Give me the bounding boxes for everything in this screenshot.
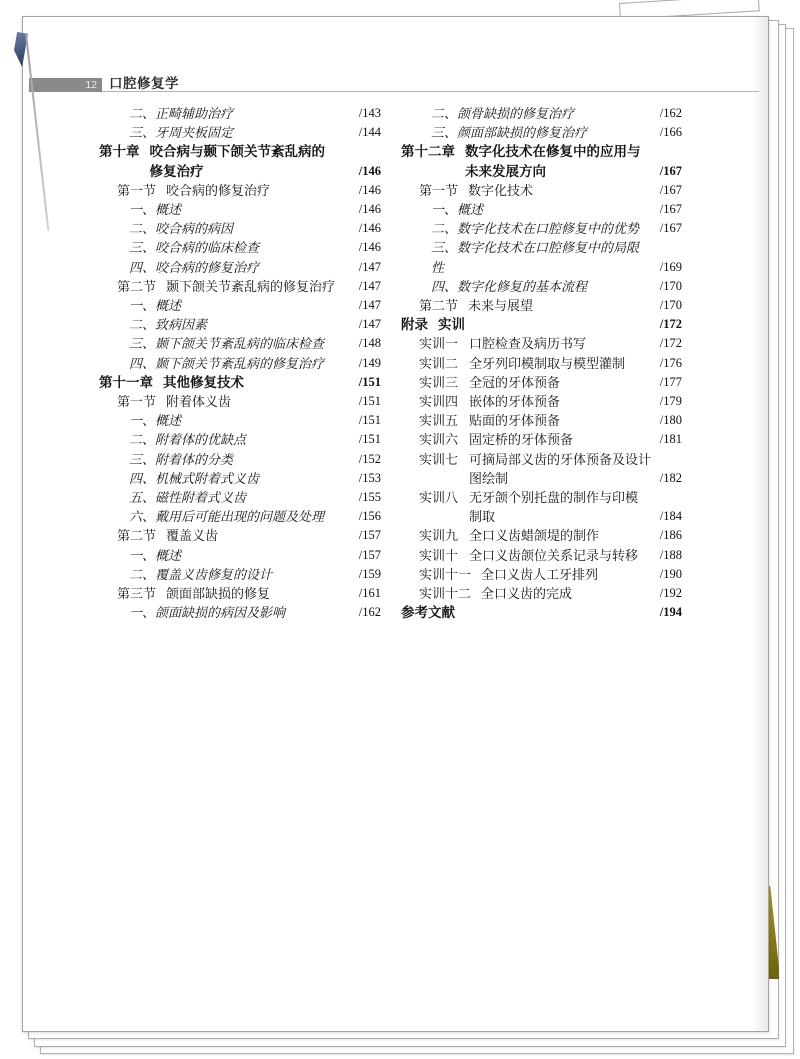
toc-entry-titles bbox=[166, 584, 351, 603]
toc-entry-titles bbox=[129, 603, 351, 622]
toc-entry-title: 全口义齿蜡颌堤的制作 bbox=[469, 528, 600, 544]
page-edge-shading bbox=[752, 17, 768, 1031]
toc-entry-titles bbox=[129, 354, 351, 373]
toc-entry bbox=[401, 315, 682, 334]
toc-entry bbox=[99, 469, 381, 488]
toc-entry-title: 五、磁性附着式义齿 bbox=[129, 490, 247, 506]
toc-entry-page: /162 bbox=[659, 106, 682, 120]
toc-entry-title: 三、颞下颌关节紊乱病的临床检查 bbox=[129, 336, 325, 352]
toc-entry-title: 三、颜面部缺损的修复治疗 bbox=[431, 125, 588, 141]
toc-entry-titles bbox=[129, 200, 351, 219]
toc-entry-title: 未来与展望 bbox=[468, 298, 534, 314]
toc-entry-page: /162 bbox=[358, 605, 381, 620]
toc-entry-label: 第十章 bbox=[99, 144, 140, 160]
toc-entry-page: /169 bbox=[659, 259, 682, 274]
toc-entry-page: /147 bbox=[358, 317, 381, 332]
toc-entry bbox=[99, 373, 381, 392]
toc-entry-page: /167 bbox=[659, 202, 682, 217]
toc-entry bbox=[99, 354, 381, 373]
toc-entry-page: /172 bbox=[659, 317, 682, 332]
toc-entry-title: 颌面部缺损的修复 bbox=[166, 586, 271, 602]
toc-entry-page: /146 bbox=[358, 182, 381, 197]
toc-entry-titles bbox=[469, 411, 652, 430]
toc-entry-titles bbox=[129, 565, 351, 584]
toc-entry-title: 一、概述 bbox=[431, 202, 484, 218]
toc-entry-title-line2: 未来发展方向 bbox=[465, 163, 546, 179]
toc-entry bbox=[99, 315, 381, 334]
toc-entry-page: /170 bbox=[659, 298, 682, 313]
toc-entry-title: 嵌体的牙体预备 bbox=[469, 394, 561, 410]
toc-entry-title: 二、颌骨缺损的修复治疗 bbox=[431, 106, 575, 121]
toc-entry-title: 附着体义齿 bbox=[166, 394, 232, 410]
toc-entry-label: 实训八 bbox=[419, 490, 459, 506]
toc-entry-label: 实训四 bbox=[419, 394, 459, 410]
toc-entry-page: /182 bbox=[659, 470, 682, 485]
toc-entry-title: 二、咬合病的病因 bbox=[129, 221, 234, 237]
toc-entry bbox=[99, 603, 381, 622]
toc-entry-title: 二、致病因素 bbox=[129, 317, 208, 333]
toc-entry-titles bbox=[129, 469, 351, 488]
toc-entry-page: /157 bbox=[358, 547, 381, 562]
toc-entry bbox=[401, 430, 682, 449]
toc-entry bbox=[401, 373, 682, 392]
toc-entry-label: 第十二章 bbox=[401, 144, 455, 160]
toc-entry bbox=[99, 526, 381, 545]
toc-entry-title-line2: 图绘制 bbox=[469, 470, 509, 486]
toc-entry-titles bbox=[129, 219, 351, 238]
toc-entry bbox=[401, 392, 682, 411]
toc-entry bbox=[99, 277, 381, 296]
toc-entry-titles bbox=[469, 354, 652, 373]
toc-entry-label: 实训一 bbox=[419, 336, 459, 352]
toc-entry-label: 参考文献 bbox=[401, 605, 455, 621]
toc-entry-page: /146 bbox=[358, 221, 381, 236]
toc-entry-titles bbox=[469, 488, 652, 526]
toc-entry bbox=[99, 219, 381, 238]
toc-entry-title: 三、牙周夹板固定 bbox=[129, 125, 234, 141]
toc-entry bbox=[99, 181, 381, 200]
toc-entry-title: 全牙列印模制取与模型灌制 bbox=[469, 355, 626, 371]
toc-entry bbox=[99, 450, 381, 469]
toc-entry bbox=[401, 354, 682, 373]
toc-entry-page: /184 bbox=[659, 509, 682, 524]
toc-entry-label: 第一节 bbox=[419, 182, 459, 198]
toc-entry bbox=[401, 526, 682, 545]
toc-entry-title: 固定桥的牙体预备 bbox=[469, 432, 574, 448]
toc-entry-title: 一、颌面缺损的病因及影响 bbox=[129, 605, 286, 621]
toc-entry-title: 四、数字化修复的基本流程 bbox=[431, 278, 588, 294]
toc-entry bbox=[401, 238, 682, 276]
toc-entry bbox=[99, 334, 381, 353]
toc-entry-titles bbox=[129, 258, 351, 277]
toc-entry-titles bbox=[129, 104, 351, 123]
toc-entry-title: 六、戴用后可能出现的问题及处理 bbox=[129, 509, 325, 525]
toc-entry-title: 一、概述 bbox=[129, 202, 182, 218]
toc-entry bbox=[401, 296, 682, 315]
toc-entry-title: 口腔检查及病历书写 bbox=[469, 336, 587, 352]
toc-entry-page: /147 bbox=[358, 298, 381, 313]
toc-entry bbox=[99, 507, 381, 526]
toc-entry-page: /144 bbox=[358, 125, 381, 140]
toc-entry-page: /147 bbox=[358, 259, 381, 274]
toc-entry-page: /153 bbox=[358, 470, 381, 485]
toc-entry-titles bbox=[469, 526, 652, 545]
toc-entry-label: 第一节 bbox=[117, 394, 157, 410]
toc-entry bbox=[99, 104, 381, 123]
toc-entry-titles bbox=[166, 526, 351, 545]
toc-entry-page: /156 bbox=[358, 509, 381, 524]
toc-column-left bbox=[99, 104, 381, 622]
toc-entry bbox=[99, 488, 381, 507]
toc-entry-titles bbox=[163, 373, 351, 392]
toc-entry-title: 二、附着体的优缺点 bbox=[129, 432, 247, 448]
toc-entry-page: /176 bbox=[659, 355, 682, 370]
toc-entry-page: /151 bbox=[358, 413, 381, 428]
toc-entry-title: 数字化技术在修复中的应用与 bbox=[465, 144, 641, 160]
toc-entry-titles bbox=[129, 238, 351, 257]
toc-entry-title: 全冠的牙体预备 bbox=[469, 374, 561, 390]
toc-entry-label: 第二节 bbox=[117, 278, 157, 294]
toc-entry-page: /151 bbox=[358, 374, 381, 389]
toc-entry-title: 一、概述 bbox=[129, 298, 182, 314]
toc-entry bbox=[99, 258, 381, 277]
toc-entry bbox=[401, 181, 682, 200]
toc-entry bbox=[99, 200, 381, 219]
toc-entry bbox=[401, 411, 682, 430]
toc-entry-page: /170 bbox=[659, 278, 682, 293]
toc-entry-label: 实训十 bbox=[419, 547, 459, 563]
toc-entry-label: 实训七 bbox=[419, 451, 459, 467]
toc-entry-page: /151 bbox=[358, 432, 381, 447]
toc-entry-title: 覆盖义齿 bbox=[166, 528, 219, 544]
toc-entry-label: 实训十二 bbox=[419, 586, 472, 602]
toc-entry-title: 其他修复技术 bbox=[163, 374, 244, 390]
toc-entry bbox=[401, 277, 682, 296]
toc-entry-titles bbox=[166, 277, 351, 296]
toc-entry-title: 一、概述 bbox=[129, 547, 182, 563]
toc-entry-titles bbox=[129, 450, 351, 469]
toc-entry-titles bbox=[469, 450, 652, 488]
toc-entry-title-line2: 修复治疗 bbox=[149, 163, 204, 179]
page-number: 12 bbox=[85, 79, 97, 91]
toc-entry-label: 实训三 bbox=[419, 374, 459, 390]
toc-entry bbox=[401, 123, 682, 142]
toc-entry-title: 可摘局部义齿的牙体预备及设计 bbox=[469, 451, 652, 467]
toc-entry-titles bbox=[465, 142, 652, 180]
toc-entry-title: 三、咬合病的临床检查 bbox=[129, 240, 260, 256]
toc-entry-page: /167 bbox=[659, 221, 682, 236]
toc-entry-page: /190 bbox=[659, 566, 682, 581]
toc-entry-page: /147 bbox=[358, 278, 381, 293]
toc-entry-page: /194 bbox=[659, 605, 682, 620]
toc-entry-page: /151 bbox=[358, 394, 381, 409]
toc-entry-titles bbox=[431, 219, 652, 238]
toc-entry-page: /192 bbox=[659, 586, 682, 601]
toc-entry-titles bbox=[469, 373, 652, 392]
toc-entry bbox=[401, 104, 682, 123]
toc-entry-page: /146 bbox=[358, 240, 381, 255]
toc-entry-titles bbox=[166, 392, 351, 411]
toc-entry bbox=[401, 142, 682, 180]
toc-entry-titles bbox=[431, 104, 652, 123]
toc-entry-title: 四、颞下颌关节紊乱病的修复治疗 bbox=[129, 355, 325, 371]
toc-entry-page: /143 bbox=[358, 106, 381, 120]
toc-entry bbox=[401, 584, 682, 603]
page-number-badge bbox=[29, 78, 102, 92]
toc-entry-page: /152 bbox=[358, 451, 381, 466]
toc-entry-titles bbox=[129, 334, 351, 353]
toc-entry-title: 颞下颌关节紊乱病的修复治疗 bbox=[166, 278, 336, 294]
toc-entry-titles bbox=[469, 392, 652, 411]
toc-entry-titles bbox=[129, 507, 351, 526]
toc-entry bbox=[401, 450, 682, 488]
toc-entry-title: 咬合病与颞下颌关节紊乱病的 bbox=[149, 144, 325, 160]
book-title: 口腔修复学 bbox=[109, 76, 179, 91]
toc-entry-page: /188 bbox=[659, 547, 682, 562]
toc-entry-titles bbox=[129, 123, 351, 142]
toc-entry-page: /167 bbox=[659, 163, 682, 178]
toc-entry bbox=[401, 565, 682, 584]
toc-entry-page: /148 bbox=[358, 336, 381, 351]
toc-entry bbox=[99, 430, 381, 449]
toc-entry bbox=[99, 392, 381, 411]
toc-entry-title: 咬合病的修复治疗 bbox=[166, 182, 271, 198]
header-rule bbox=[102, 91, 759, 92]
toc-entry bbox=[99, 546, 381, 565]
toc-entry-title: 四、咬合病的修复治疗 bbox=[129, 259, 260, 275]
toc-entry-titles bbox=[150, 142, 351, 180]
toc-entry-page: /146 bbox=[358, 163, 381, 178]
toc-entry-title: 全口义齿颌位关系记录与转移 bbox=[469, 547, 639, 563]
toc-entry bbox=[99, 565, 381, 584]
toc-entry-page: /159 bbox=[358, 566, 381, 581]
toc-entry-page: /155 bbox=[358, 490, 381, 505]
toc-entry-title: 实训 bbox=[438, 317, 465, 333]
toc-entry-titles bbox=[468, 181, 652, 200]
toc-entry-title: 三、数字化技术在口腔修复中的局限性 bbox=[431, 240, 640, 275]
toc-entry-page: /146 bbox=[358, 202, 381, 217]
toc-entry-titles bbox=[166, 181, 351, 200]
toc-entry-title: 无牙颌个别托盘的制作与印模 bbox=[469, 490, 639, 506]
toc-entry-titles bbox=[129, 546, 351, 565]
toc-entry-label: 实训十一 bbox=[419, 566, 472, 582]
toc-entry-page: /181 bbox=[659, 432, 682, 447]
toc-entry bbox=[401, 603, 682, 622]
toc-entry-titles bbox=[469, 334, 652, 353]
toc-entry-page: /180 bbox=[659, 413, 682, 428]
toc-entry-title-line2: 制取 bbox=[469, 509, 496, 525]
toc-entry-title: 一、概述 bbox=[129, 413, 182, 429]
toc-entry-page: /167 bbox=[659, 182, 682, 197]
toc-entry-page: /179 bbox=[659, 394, 682, 409]
toc-entry-title: 贴面的牙体预备 bbox=[469, 413, 561, 429]
toc-entry bbox=[401, 488, 682, 526]
toc-entry bbox=[99, 142, 381, 180]
toc-entry-title: 二、正畸辅助治疗 bbox=[129, 106, 234, 121]
toc-entry-title: 全口义齿人工牙排列 bbox=[481, 566, 599, 582]
toc-entry-titles bbox=[431, 123, 652, 142]
toc-entry-label: 第十一章 bbox=[99, 374, 153, 390]
toc-entry bbox=[99, 584, 381, 603]
toc-entry bbox=[401, 334, 682, 353]
toc-entry-label: 实训六 bbox=[419, 432, 459, 448]
toc-entry-title: 二、数字化技术在口腔修复中的优势 bbox=[431, 221, 640, 237]
toc-entry-label: 实训五 bbox=[419, 413, 459, 429]
toc-entry-label: 第一节 bbox=[117, 182, 157, 198]
toc-entry bbox=[99, 296, 381, 315]
toc-entry-label: 实训二 bbox=[419, 355, 459, 371]
toc-entry bbox=[99, 411, 381, 430]
toc-entry-titles bbox=[129, 430, 351, 449]
toc-entry bbox=[99, 238, 381, 257]
toc-entry-titles bbox=[468, 296, 652, 315]
toc-entry-title: 全口义齿的完成 bbox=[481, 586, 573, 602]
toc-column-right bbox=[401, 104, 682, 622]
toc-entry-titles bbox=[438, 315, 652, 334]
toc-entry-titles bbox=[469, 546, 652, 565]
toc-entry-page: /177 bbox=[659, 374, 682, 389]
toc-entry-page: /186 bbox=[659, 528, 682, 543]
toc-entry-titles bbox=[129, 315, 351, 334]
toc-entry-titles bbox=[431, 277, 652, 296]
toc-entry-label: 第三节 bbox=[117, 586, 157, 602]
toc-entry-page: /161 bbox=[358, 586, 381, 601]
book-page bbox=[22, 16, 769, 1032]
toc-entry-titles bbox=[129, 488, 351, 507]
toc-entry-titles bbox=[431, 200, 652, 219]
toc-entry-page: /172 bbox=[659, 336, 682, 351]
toc-entry-page: /149 bbox=[358, 355, 381, 370]
toc-entry-label: 附录 bbox=[401, 317, 428, 333]
toc-entry bbox=[401, 546, 682, 565]
toc-entry-page: /157 bbox=[358, 528, 381, 543]
toc-entry-titles bbox=[431, 238, 652, 276]
toc-entry-title: 数字化技术 bbox=[468, 182, 534, 198]
toc-entry bbox=[401, 219, 682, 238]
toc-entry-title: 三、附着体的分类 bbox=[129, 451, 234, 467]
toc-entry bbox=[401, 200, 682, 219]
toc-entry bbox=[99, 123, 381, 142]
toc-entry-title: 二、覆盖义齿修复的设计 bbox=[129, 566, 273, 582]
toc-entry-titles bbox=[469, 430, 652, 449]
toc-entry-titles bbox=[129, 296, 351, 315]
toc-entry-label: 第二节 bbox=[419, 298, 459, 314]
toc-entry-title: 四、机械式附着式义齿 bbox=[129, 470, 260, 486]
toc-entry-label: 第二节 bbox=[117, 528, 157, 544]
toc-entry-titles bbox=[129, 411, 351, 430]
toc-entry-label: 实训九 bbox=[419, 528, 459, 544]
toc-entry-page: /166 bbox=[659, 125, 682, 140]
toc-entry-titles bbox=[481, 584, 652, 603]
toc-entry-titles bbox=[481, 565, 652, 584]
